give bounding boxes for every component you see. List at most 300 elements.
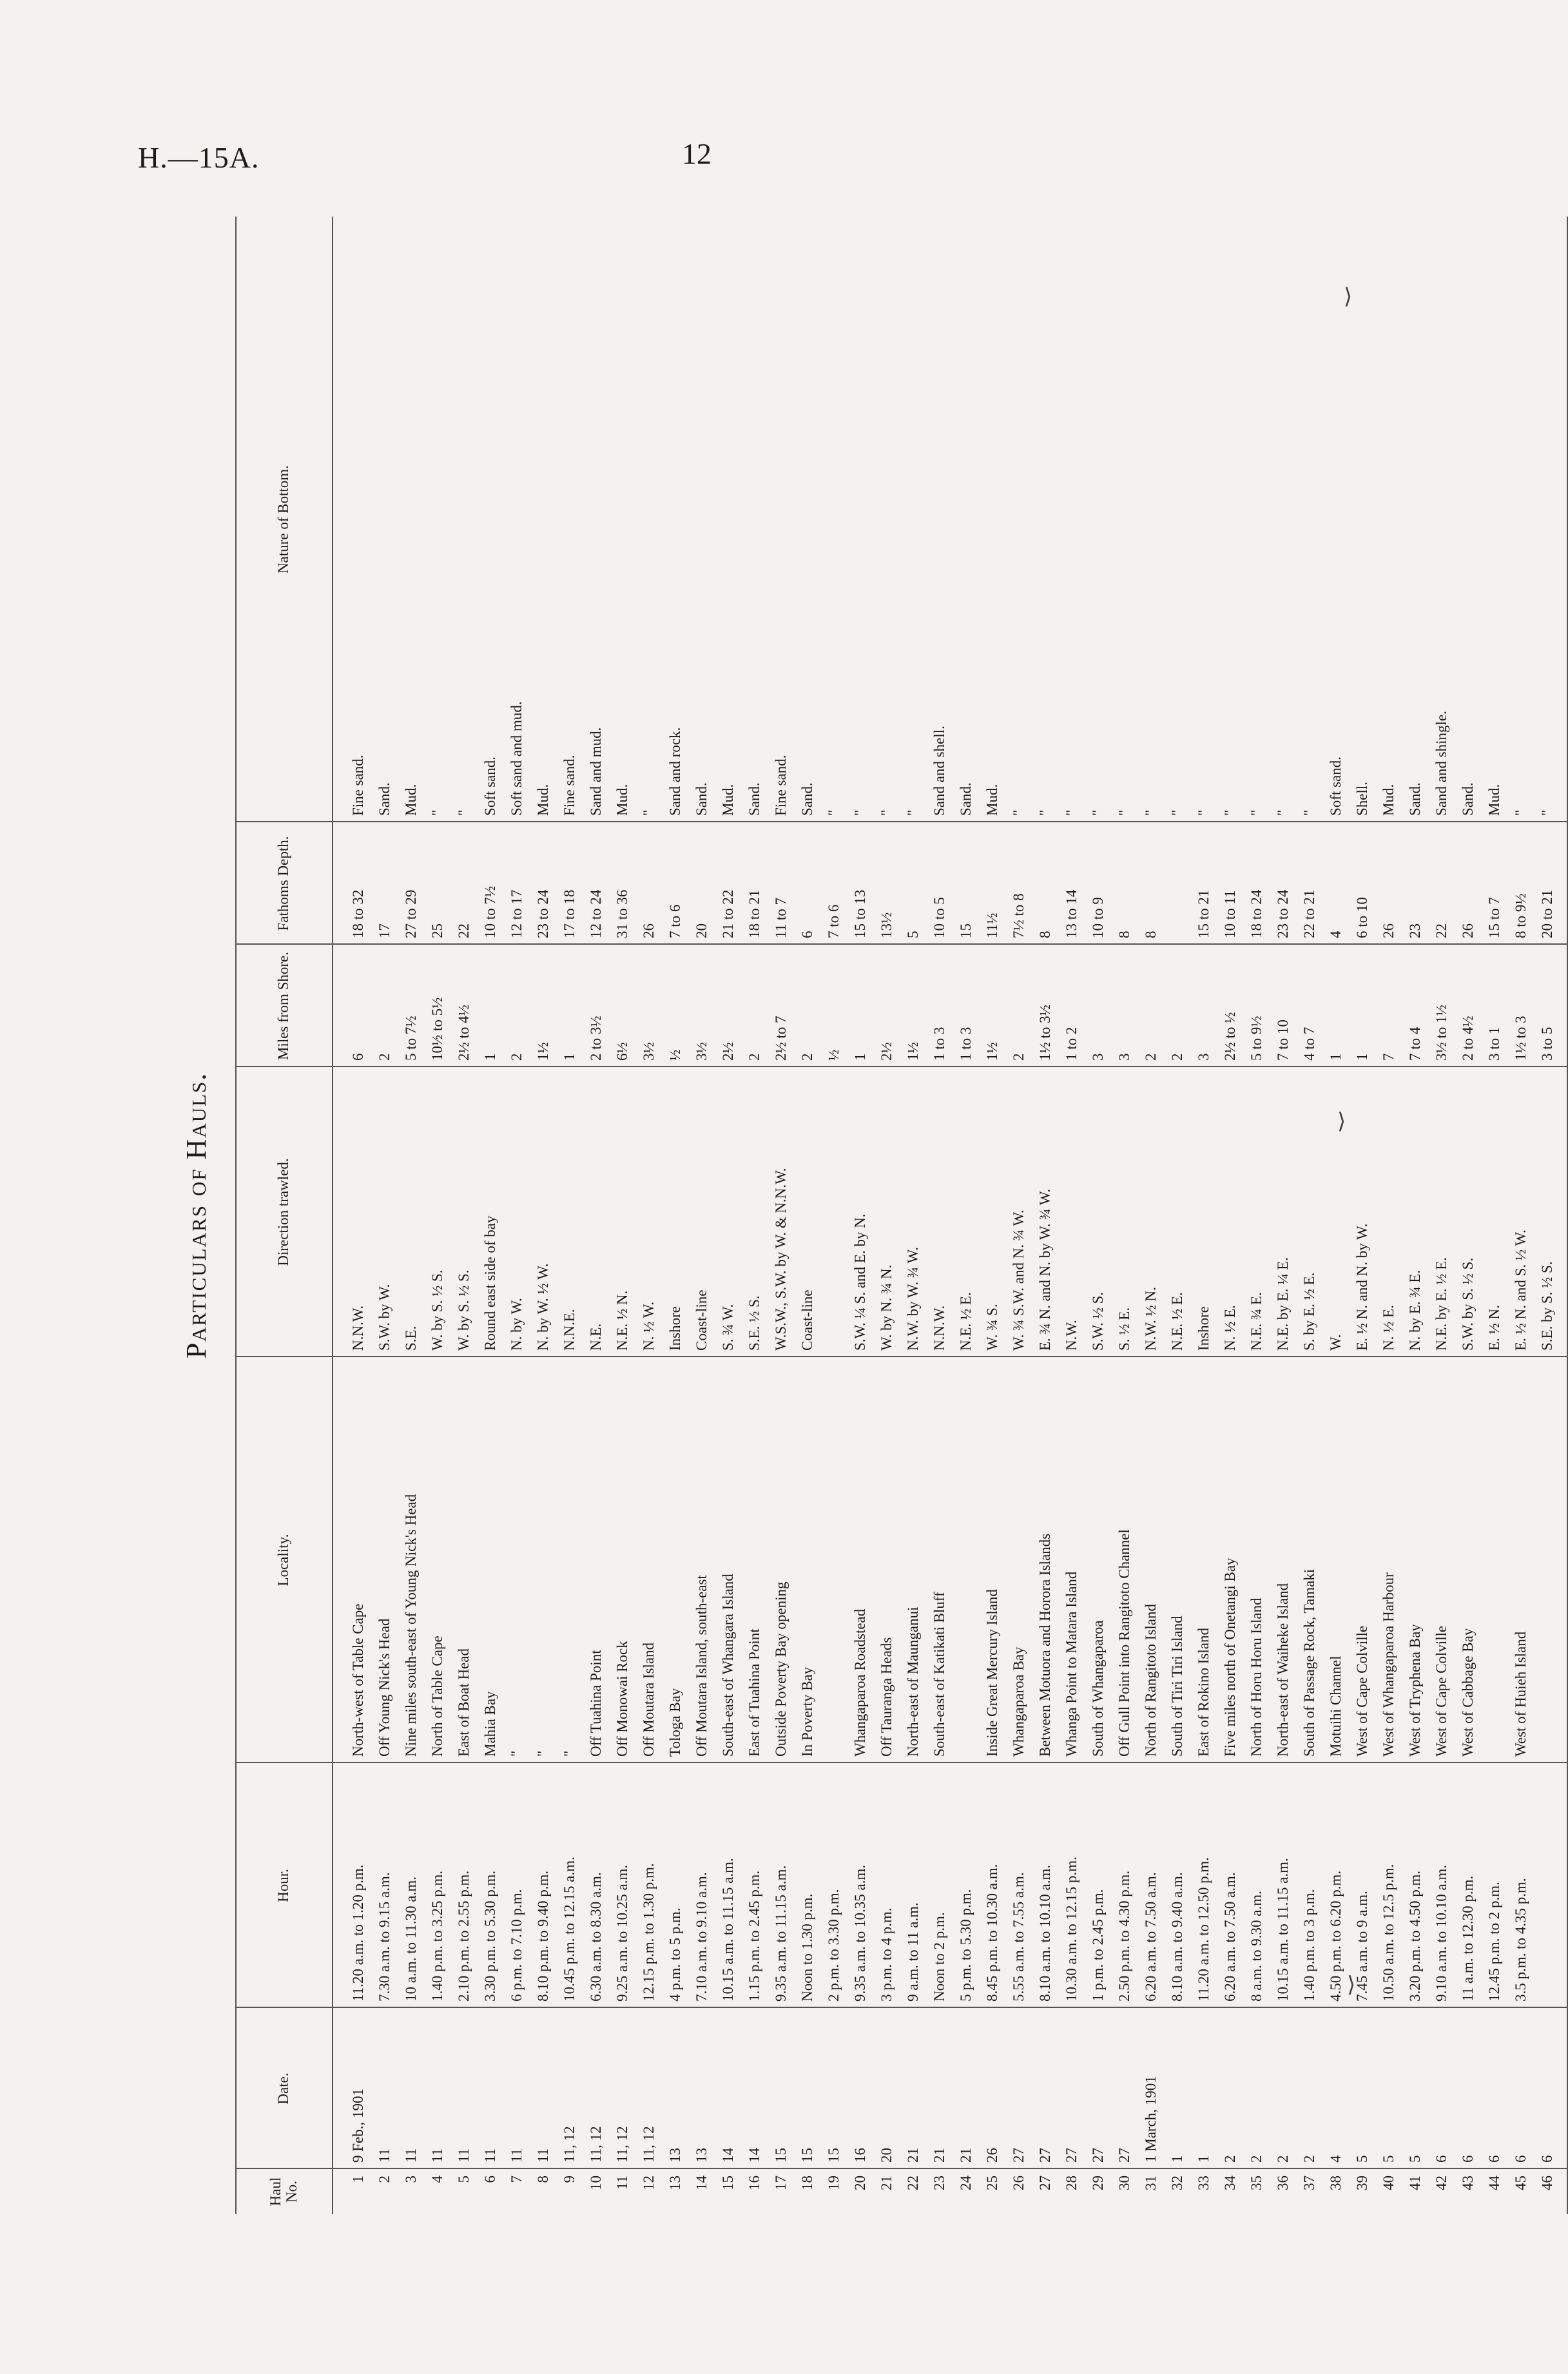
column-divider <box>235 1356 1567 1357</box>
col-miles-cell: 1 to 2 <box>1063 1027 1079 1061</box>
table-row <box>926 217 953 2214</box>
col-date-cell: 27 <box>1037 2148 1053 2163</box>
col-haul-no-cell: 25 <box>984 2176 1000 2190</box>
col-miles-cell: 2 <box>746 1053 762 1061</box>
table-row <box>556 217 583 2214</box>
col-direction-cell: Inshore <box>667 1306 683 1351</box>
col-haul-no-cell: 4 <box>429 2176 445 2183</box>
col-fathoms-cell: 13½ <box>878 912 895 938</box>
table-row <box>424 217 450 2214</box>
col-fathoms-cell: 23 <box>1407 923 1423 938</box>
margin-mark: ⟩ <box>1347 1973 1356 1997</box>
table-row <box>477 217 503 2214</box>
col-fathoms-cell: 18 to 32 <box>350 889 366 938</box>
col-bottom-cell: Sand and rock. <box>667 727 683 816</box>
col-haul-no-cell: 45 <box>1513 2176 1529 2190</box>
col-bottom-cell: " <box>1169 809 1185 816</box>
col-fathoms-cell: 21 to 22 <box>720 889 736 938</box>
col-locality-cell: Off Moutara Island <box>641 1642 657 1757</box>
table-row <box>609 217 635 2214</box>
col-date-cell: 5 <box>1354 2155 1370 2163</box>
col-haul-no-cell: 6 <box>482 2176 498 2183</box>
col-direction-cell: E. ½ N. <box>1486 1305 1502 1351</box>
col-direction-cell: E. ½ N. and S. ½ W. <box>1513 1230 1529 1351</box>
col-haul-no-cell: 39 <box>1354 2176 1370 2190</box>
col-date-cell: 6 <box>1486 2155 1502 2163</box>
table-row <box>398 217 424 2214</box>
col-date-cell: 11 <box>535 2148 551 2163</box>
col-haul-no-cell: 29 <box>1090 2176 1106 2190</box>
col-locality-cell: North-east of Maunganui <box>905 1607 921 1757</box>
col-direction-cell: Inshore <box>1195 1306 1212 1351</box>
col-fathoms-cell: 15 to 13 <box>852 889 868 938</box>
col-fathoms-cell: 31 to 36 <box>614 889 630 938</box>
col-direction-cell: S. ½ E. <box>1116 1307 1132 1351</box>
col-direction-cell: S. ¾ W. <box>720 1304 736 1351</box>
table-row <box>1190 217 1217 2214</box>
col-miles-cell: 3 to 1 <box>1486 1027 1502 1061</box>
col-haul-no-cell: 8 <box>535 2176 551 2183</box>
col-direction-cell: N.E. <box>588 1323 604 1351</box>
col-hour-cell: 2.10 p.m. to 2.55 p.m. <box>456 1870 472 2002</box>
table-row <box>1058 217 1085 2214</box>
col-locality-cell: North-west of Table Cape <box>350 1603 366 1757</box>
col-direction-cell: N. by W. ½ W. <box>535 1263 551 1351</box>
col-bottom-header: Nature of Bottom. <box>275 465 292 574</box>
col-direction-cell: S.E. by S. ½ S. <box>1539 1261 1555 1351</box>
col-date-cell: 4 <box>1328 2155 1344 2163</box>
col-locality-cell: Nine miles south-east of Young Nick's Head <box>403 1494 419 1757</box>
col-hour-cell: Noon to 2 p.m. <box>931 1912 947 2002</box>
col-hour-cell: 1.40 p.m. to 3 p.m. <box>1301 1889 1317 2002</box>
col-haul-no-cell: 11 <box>614 2176 630 2190</box>
col-bottom-cell: " <box>641 809 657 816</box>
col-fathoms-cell: 4 <box>1328 931 1344 938</box>
col-fathoms-cell: 5 <box>905 931 921 938</box>
col-locality-cell: South-east of Whangara Island <box>720 1574 736 1757</box>
col-locality-cell: " <box>508 1750 525 1757</box>
col-hour-cell: 11.20 a.m. to 1.20 p.m. <box>350 1864 366 2002</box>
col-miles-cell: 1 <box>1328 1053 1344 1061</box>
col-bottom-cell: Mud. <box>614 784 630 816</box>
col-miles-cell: 6½ <box>614 1042 630 1061</box>
col-locality-cell <box>1534 1357 1560 1763</box>
col-date-cell: 2 <box>1301 2155 1317 2163</box>
table-row <box>715 217 741 2214</box>
col-fathoms-cell: 13 to 14 <box>1063 889 1079 938</box>
col-fathoms-cell: 27 to 29 <box>403 889 419 938</box>
col-locality-cell: South of Passage Rock, Tamaki <box>1301 1568 1317 1757</box>
col-miles-cell: 1½ to 3½ <box>1037 1005 1053 1061</box>
col-fathoms-cell: 15 to 21 <box>1195 889 1212 938</box>
col-haul-no-cell: 18 <box>799 2176 815 2190</box>
col-bottom-cell: Mud. <box>984 784 1000 816</box>
col-locality-cell: Inside Great Mercury Island <box>984 1589 1000 1757</box>
page-number: 12 <box>682 137 711 170</box>
col-bottom-cell: Fine sand. <box>350 755 366 816</box>
col-direction-cell: N.W. by W. ¾ W. <box>905 1247 921 1351</box>
col-haul-no-cell: 28 <box>1063 2176 1079 2190</box>
col-bottom-cell: " <box>1301 809 1317 816</box>
col-haul-no-cell: 3 <box>403 2176 419 2183</box>
table-row <box>345 217 371 2214</box>
col-hour-cell: 8.45 p.m. to 10.30 a.m. <box>984 1864 1000 2002</box>
column-divider <box>235 2007 1567 2008</box>
col-miles-cell: 1 <box>852 1053 868 1061</box>
col-date-cell: 27 <box>1116 2148 1132 2163</box>
col-direction-cell: Coast-line <box>799 1289 815 1351</box>
col-bottom-cell: " <box>905 809 921 816</box>
col-bottom-cell: " <box>826 809 842 816</box>
col-miles-cell: 3 <box>1116 1053 1132 1061</box>
col-miles-cell: 3½ <box>641 1042 657 1061</box>
col-date-cell: 21 <box>931 2148 947 2163</box>
col-locality-cell <box>1481 1357 1507 1763</box>
col-direction-cell: N. ½ E. <box>1380 1305 1397 1351</box>
col-date-cell: 1 March, 1901 <box>1143 2076 1159 2163</box>
col-direction-cell: E. ½ N. and N. by W. <box>1354 1223 1370 1351</box>
col-locality-cell: Off Gull Point into Rangitoto Channel <box>1116 1529 1132 1757</box>
col-hour-header: Hour. <box>275 1869 292 1902</box>
col-hour-cell: 7.45 a.m. to 9 a.m. <box>1354 1891 1370 2002</box>
col-hour-cell: 7.10 a.m. to 9.10 a.m. <box>693 1872 710 2002</box>
table-row <box>979 217 1005 2214</box>
col-haul-no-cell: 10 <box>588 2176 604 2190</box>
column-divider <box>235 1762 1567 1763</box>
table-row <box>1270 217 1296 2214</box>
col-date-cell: 6 <box>1433 2155 1449 2163</box>
table-row <box>1455 217 1481 2214</box>
col-haul-no-cell: 32 <box>1169 2176 1185 2190</box>
col-date-cell: 1 <box>1195 2155 1212 2163</box>
col-date-cell: 5 <box>1407 2155 1423 2163</box>
col-miles-cell: 2½ to 7 <box>773 1016 789 1061</box>
col-hour-cell: 4 p.m. to 5 p.m. <box>667 1907 683 2002</box>
col-direction-cell: N.W. ½ N. <box>1143 1287 1159 1351</box>
col-date-cell: 11, 12 <box>641 2126 657 2163</box>
column-divider <box>235 821 1567 822</box>
col-hour-cell: 11.20 a.m. to 12.50 p.m. <box>1195 1857 1212 2002</box>
col-locality-cell: North-east of Waiheke Island <box>1275 1583 1291 1757</box>
table-row <box>900 217 926 2214</box>
col-date-cell: 27 <box>1063 2148 1079 2163</box>
col-locality-cell: North of Table Cape <box>429 1636 445 1757</box>
col-direction-cell: S.E. <box>403 1326 419 1351</box>
col-haul-no-cell: 31 <box>1143 2176 1159 2190</box>
col-locality-cell: Between Motuora and Horora Islands <box>1037 1533 1053 1757</box>
col-direction-cell: N.E. by E. ¼ E. <box>1275 1257 1291 1351</box>
col-bottom-cell: " <box>1275 809 1291 816</box>
col-haul-no-cell: 23 <box>931 2176 947 2190</box>
col-locality-cell: West of Cabbage Bay <box>1460 1628 1476 1757</box>
col-bottom-cell: Soft sand. <box>1328 757 1344 816</box>
col-date-cell: 2 <box>1222 2155 1238 2163</box>
col-direction-cell: E. ¾ N. and N. by W. ¾ W. <box>1037 1188 1053 1351</box>
col-direction-cell: N.W. <box>1063 1320 1079 1351</box>
col-date-cell: 13 <box>667 2148 683 2163</box>
table-row <box>530 217 556 2214</box>
col-direction-cell: N.E. ½ N. <box>614 1290 630 1351</box>
col-miles-cell: 2 <box>799 1053 815 1061</box>
col-bottom-cell: Sand. <box>376 782 392 816</box>
col-hour-cell: 7.30 a.m. to 9.15 a.m. <box>376 1872 392 2002</box>
col-bottom-cell: " <box>1248 809 1264 816</box>
col-bottom-cell: " <box>1195 809 1212 816</box>
column-divider <box>235 943 1567 945</box>
col-bottom-cell: " <box>1037 809 1053 816</box>
col-haul-no-cell: 37 <box>1301 2176 1317 2190</box>
col-hour-cell: 9 a.m. to 11 a.m. <box>905 1902 921 2002</box>
table-title: Particulars of Hauls. <box>180 1072 212 1359</box>
col-date-cell: 20 <box>878 2148 895 2163</box>
table-row <box>1349 217 1375 2214</box>
col-haul-no-cell: 30 <box>1116 2176 1132 2190</box>
col-haul-no-cell: 43 <box>1460 2176 1476 2190</box>
col-date-cell: 11, 12 <box>614 2126 630 2163</box>
col-date-cell: 11, 12 <box>588 2126 604 2163</box>
col-date-cell: 21 <box>905 2148 921 2163</box>
table-row <box>873 217 900 2214</box>
col-hour-cell: 1.15 p.m. to 2.45 p.m. <box>746 1870 762 2002</box>
col-miles-cell: 1½ <box>905 1042 921 1061</box>
col-date-cell: 14 <box>746 2148 762 2163</box>
col-miles-cell: 7 to 10 <box>1275 1019 1291 1061</box>
col-hour-cell: 4.50 p.m. to 6.20 p.m. <box>1328 1870 1344 2002</box>
col-locality-cell: South of Tiri Tiri Island <box>1169 1616 1185 1757</box>
col-bottom-cell: Sand. <box>1460 782 1476 816</box>
col-bottom-cell: " <box>1090 809 1106 816</box>
table-rule <box>332 217 333 2214</box>
col-date-cell: 5 <box>1380 2155 1397 2163</box>
col-locality-cell: Outside Poverty Bay opening <box>773 1581 789 1757</box>
col-direction-cell: N. ½ E. <box>1222 1305 1238 1351</box>
col-hour-cell: 3 p.m. to 4 p.m. <box>878 1907 895 2002</box>
col-fathoms-cell: 10 to 11 <box>1222 890 1238 938</box>
col-miles-cell: 1 <box>561 1053 577 1061</box>
table-row <box>688 217 715 2214</box>
col-bottom-cell: " <box>878 809 895 816</box>
table-row <box>1137 217 1164 2214</box>
document-code: H.—15A. <box>138 141 260 174</box>
col-hour-cell: 6.30 a.m. to 8.30 a.m. <box>588 1872 604 2002</box>
col-date-cell: 11 <box>376 2148 392 2163</box>
col-bottom-cell: Mud. <box>1380 784 1397 816</box>
col-bottom-cell: Fine sand. <box>561 755 577 816</box>
col-fathoms-cell: 10 to 9 <box>1090 897 1106 938</box>
col-direction-cell: N.E. ¾ E. <box>1248 1292 1264 1351</box>
col-miles-cell: 2 <box>1169 1053 1185 1061</box>
col-locality-cell: West of Cape Colville <box>1354 1625 1370 1757</box>
col-miles-cell: 2 to 3½ <box>588 1016 604 1061</box>
col-locality-cell: South-east of Katikati Bluff <box>931 1592 947 1757</box>
col-direction-cell: S.W. ½ S. <box>1090 1291 1106 1351</box>
column-divider <box>235 1066 1567 1067</box>
col-hour-cell: 6.20 a.m. to 7.50 a.m. <box>1143 1872 1159 2002</box>
col-miles-cell: 1 to 3 <box>931 1027 947 1061</box>
col-bottom-cell: Sand and shell. <box>931 726 947 816</box>
col-bottom-cell: " <box>1539 809 1555 816</box>
col-haul-no-cell: 38 <box>1328 2176 1344 2190</box>
col-miles-cell: 7 <box>1380 1053 1397 1061</box>
col-haul-no-cell: 2 <box>376 2176 392 2183</box>
col-miles-header: Miles from Shore. <box>275 952 292 1061</box>
col-miles-cell: 2½ <box>878 1042 895 1061</box>
col-haul-no-cell: 22 <box>905 2176 921 2190</box>
col-date-cell: 9 Feb., 1901 <box>350 2089 366 2163</box>
col-miles-cell: 1½ to 3 <box>1513 1016 1529 1061</box>
col-bottom-cell: Sand and mud. <box>588 727 604 816</box>
col-fathoms-cell: 6 to 10 <box>1354 897 1370 938</box>
col-hour-cell: 11 a.m. to 12.30 p.m. <box>1460 1875 1476 2002</box>
col-direction-cell: S.W. by S. ½ S. <box>1460 1257 1476 1351</box>
col-miles-cell: 5 to 7½ <box>403 1016 419 1061</box>
table-row <box>583 217 609 2214</box>
col-bottom-cell: Sand. <box>693 782 710 816</box>
table-row <box>635 217 662 2214</box>
col-hour-cell: 8 a.m. to 9.30 a.m. <box>1248 1891 1264 2002</box>
col-hour-cell: 9.25 a.m. to 10.25 a.m. <box>614 1864 630 2002</box>
col-fathoms-cell: 23 to 24 <box>1275 889 1291 938</box>
col-locality-cell: " <box>561 1750 577 1757</box>
col-bottom-cell: Mud. <box>720 784 736 816</box>
col-hour-cell: 1 p.m. to 2.45 p.m. <box>1090 1889 1106 2002</box>
col-haul-no-cell: 13 <box>667 2176 683 2190</box>
col-haul-no-cell: 15 <box>720 2176 736 2190</box>
col-miles-cell: 1½ <box>535 1042 551 1061</box>
table-rule <box>235 217 237 2214</box>
table-row <box>1164 217 1190 2214</box>
col-miles-cell: 1½ <box>984 1042 1000 1061</box>
col-bottom-cell: Mud. <box>403 784 419 816</box>
table-row <box>1111 217 1137 2214</box>
col-haul-no-cell: 24 <box>958 2176 974 2190</box>
col-haul-no-cell: 7 <box>508 2176 525 2183</box>
col-direction-header: Direction trawled. <box>275 1158 292 1266</box>
col-hour-cell: 3.5 p.m. to 4.35 p.m. <box>1513 1878 1529 2002</box>
col-date-cell: 11 <box>508 2148 525 2163</box>
col-locality-cell: West of Tryphena Bay <box>1407 1624 1423 1757</box>
col-bottom-cell: Soft sand and mud. <box>508 701 525 816</box>
col-fathoms-cell: 17 <box>376 923 392 938</box>
col-miles-cell: 2 <box>1011 1053 1027 1061</box>
col-bottom-cell: Sand. <box>958 782 974 816</box>
col-direction-cell: W.S.W., S.W. by W. & N.N.W. <box>773 1168 789 1351</box>
col-haul-no-cell: 40 <box>1380 2176 1397 2190</box>
col-haul-no-cell: 26 <box>1011 2176 1027 2190</box>
col-date-cell: 11, 12 <box>561 2126 577 2163</box>
col-fathoms-cell: 18 to 24 <box>1248 889 1264 938</box>
col-haul-no-cell: 35 <box>1248 2176 1264 2190</box>
col-direction-cell: S.E. ½ S. <box>746 1295 762 1351</box>
col-fathoms-cell: 22 <box>1433 923 1449 938</box>
col-direction-cell: N. by E. ¾ E. <box>1407 1269 1423 1351</box>
col-date-cell: 6 <box>1460 2155 1476 2163</box>
col-locality-cell <box>820 1357 847 1763</box>
col-locality-header: Locality. <box>275 1534 292 1587</box>
col-direction-cell: W. by N. ¾ N. <box>878 1264 895 1351</box>
col-date-cell: 11 <box>482 2148 498 2163</box>
col-bottom-cell: Sand and shingle. <box>1433 711 1449 816</box>
col-date-cell: 11 <box>456 2148 472 2163</box>
col-miles-cell: 1 to 3 <box>958 1027 974 1061</box>
table-row <box>953 217 979 2214</box>
col-haul-no-cell: 16 <box>746 2176 762 2190</box>
col-date-cell: 16 <box>852 2148 868 2163</box>
col-hour-cell: 3.20 p.m. to 4.50 p.m. <box>1407 1870 1423 2002</box>
table-row <box>741 217 768 2214</box>
col-date-cell: 6 <box>1539 2155 1555 2163</box>
col-haul-no-cell: 33 <box>1195 2176 1212 2190</box>
col-fathoms-cell: 7½ to 8 <box>1011 893 1027 938</box>
col-miles-cell: ½ <box>667 1049 683 1061</box>
col-fathoms-cell: 11 to 7 <box>773 897 789 938</box>
col-miles-cell: 1 <box>482 1053 498 1061</box>
table-row <box>450 217 477 2214</box>
col-miles-cell: 10½ to 5½ <box>429 997 445 1061</box>
col-miles-cell: 2½ <box>720 1042 736 1061</box>
col-fathoms-cell: 22 <box>456 923 472 938</box>
col-fathoms-cell: 26 <box>641 923 657 938</box>
col-bottom-cell: " <box>1011 809 1027 816</box>
col-direction-cell: W. by S. ½ S. <box>456 1269 472 1351</box>
col-locality-cell: Whangaparoa Bay <box>1011 1646 1027 1757</box>
col-date-cell: 2 <box>1248 2155 1264 2163</box>
col-fathoms-cell: 22 to 21 <box>1301 889 1317 938</box>
col-direction-cell: N. by W. <box>508 1298 525 1351</box>
col-locality-cell: East of Tuahina Point <box>746 1628 762 1757</box>
col-bottom-cell: " <box>429 809 445 816</box>
col-haul-no-cell: 44 <box>1486 2176 1502 2190</box>
col-fathoms-cell: 8 to 9½ <box>1513 893 1529 938</box>
col-hour-cell: 8.10 a.m. to 10.10 a.m. <box>1037 1864 1053 2002</box>
col-fathoms-cell: 18 to 21 <box>746 889 762 938</box>
col-hour-cell: 8.10 p.m. to 9.40 p.m. <box>535 1870 551 2002</box>
col-direction-cell: S. by E. ½ E. <box>1301 1272 1317 1351</box>
col-hour-cell: 10.15 a.m. to 11.15 a.m. <box>720 1858 736 2002</box>
col-fathoms-cell: 20 <box>693 923 710 938</box>
col-fathoms-cell: 10 to 5 <box>931 897 947 938</box>
col-bottom-cell: Sand. <box>746 782 762 816</box>
col-date-cell: 27 <box>1011 2148 1027 2163</box>
table-row <box>847 217 873 2214</box>
col-hour-cell: 12.45 p.m. to 2 p.m. <box>1486 1882 1502 2002</box>
col-date-cell: 27 <box>1090 2148 1106 2163</box>
col-bottom-cell: " <box>456 809 472 816</box>
col-fathoms-cell: 7 to 6 <box>826 904 842 938</box>
col-date-header: Date. <box>275 2072 292 2105</box>
col-direction-cell: S.W. ¼ S. and E. by N. <box>852 1213 868 1351</box>
col-miles-cell: 7 to 4 <box>1407 1027 1423 1061</box>
col-miles-cell: 4 to 7 <box>1301 1027 1317 1061</box>
col-fathoms-cell: 12 to 24 <box>588 889 604 938</box>
table-row <box>768 217 794 2214</box>
col-hour-cell: 3.30 p.m. to 5.30 p.m. <box>482 1870 498 2002</box>
col-haul-no-cell: 34 <box>1222 2176 1238 2190</box>
col-hour-cell: 1.40 p.m. to 3.25 p.m. <box>429 1870 445 2002</box>
table-row <box>1032 217 1058 2214</box>
col-miles-cell: 3 <box>1090 1053 1106 1061</box>
col-fathoms-cell: 10 to 7½ <box>482 885 498 938</box>
col-hour-cell: 6.20 a.m. to 7.50 a.m. <box>1222 1872 1238 2002</box>
col-haul-no-cell: 21 <box>878 2176 895 2190</box>
col-date-cell: 6 <box>1513 2155 1529 2163</box>
col-hour-cell: 9.10 a.m. to 10.10 a.m. <box>1433 1864 1449 2002</box>
col-date-cell: 26 <box>984 2148 1000 2163</box>
col-fathoms-cell: 8 <box>1037 931 1053 938</box>
col-direction-cell: N.E. by E. ½ E. <box>1433 1257 1449 1351</box>
col-fathoms-cell: 8 <box>1116 931 1132 938</box>
col-bottom-cell: " <box>852 809 868 816</box>
